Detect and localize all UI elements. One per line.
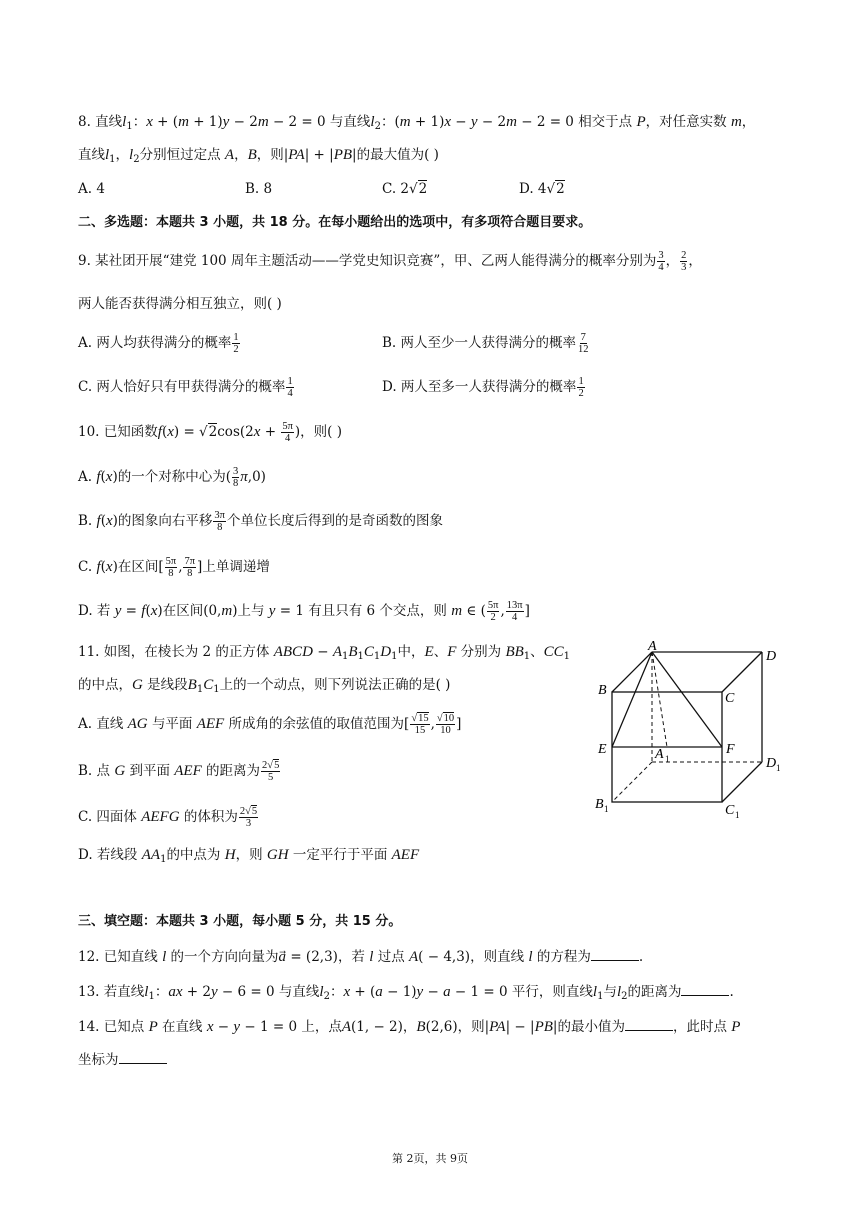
q11-option-b: B. 点 G 到平面 AEF 的距离为 $\frac{2√5}{5}$ (78, 760, 280, 783)
label-A: A (648, 639, 657, 654)
label-B1: B (595, 797, 604, 812)
q14-line1: 14. 已知点 P 在直线 x − y − 1 = 0 上，点A(1, − 2)，B(2,6)，则|PA| − |PB|的最小值为 ，此时点 P (78, 1016, 740, 1037)
q9-line2: 两人能否获得满分相互独立，则( ) (78, 296, 282, 312)
label-C1-sub: 1 (735, 810, 740, 820)
q8-option-a: A. 4 (78, 181, 105, 197)
label-F: F (726, 742, 735, 757)
section-3-heading: 三、填空题：本题共 3 小题，每小题 5 分，共 15 分。 (78, 914, 402, 929)
q10-option-d: D. 若 y = f(x)在区间(0,m)上与 y = 1 有且只有 6 个交点，则 m ∈ ( $\frac{5\pi}{2}$ , $\frac{13\pi}{4}$ ] (78, 600, 530, 623)
q14-answer-blank-1 (625, 1016, 673, 1031)
q13: 13. 若直线$l_1$：ax + 2y − 6 = 0 与直线$l_2$：x + (a − 1)y − a − 1 = 0 平行，则直线$l_1$与$l_2$的距离为 . (78, 981, 734, 1007)
label-B: B (598, 683, 607, 698)
label-E: E (598, 742, 607, 757)
q9-option-c: C. 两人恰好只有甲获得满分的概率 $\frac{1}{4}$ (78, 376, 293, 399)
edge-AE (612, 652, 652, 747)
label-C1: C (725, 803, 735, 818)
q12: 12. 已知直线 l 的一个方向向量为a⃗ = (2,3)，若 l 过点 A( − 4,3)，则直线 l 的方程为 . (78, 946, 643, 967)
q11-line2: 的中点，G 是线段$B_1C_1$上的一个动点，则下列说法正确的是( ) (78, 677, 451, 695)
edge-BA (612, 652, 652, 692)
q11-line1: 11. 如图，在棱长为 2 的正方体 ABCD − $A_1B_1C_1D_1$中，E、F 分别为 $BB_1$、$CC_1$ (78, 644, 571, 662)
label-D1: D (766, 756, 777, 771)
page-footer: 第 2页，共 9页 (392, 1152, 468, 1165)
q13-answer-blank (681, 981, 729, 996)
hidden-edge-AEF-center (652, 652, 667, 747)
edge-CD (722, 652, 762, 692)
q8-option-d: D. 4√2 (519, 181, 565, 197)
label-A1-sub: 1 (665, 754, 670, 764)
q9-option-d: D. 两人至多一人获得满分的概率 $\frac{1}{2}$ (382, 376, 584, 399)
label-C: C (725, 691, 735, 706)
label-A1: A (655, 747, 664, 762)
q10-option-b: B. f(x)的图象向右平移 $\frac{3\pi}{8}$ 个单位长度后得到的是奇函数的图象 (78, 510, 443, 533)
label-D1-sub: 1 (776, 763, 781, 773)
q12-answer-blank (591, 946, 639, 961)
q10-stem: 10. 已知函数f(x) = √2cos(2x + $\frac{5\pi}{4}$ )，则( ) (78, 421, 342, 444)
hidden-edge-A1B1 (612, 762, 652, 802)
q9-line1: 9. 某社团开展“建党 100 周年主题活动——学党史知识竞赛”，甲、乙两人能得满分的概率分别为 $\frac{3}{4}$ ， $\frac{2}{3}$ ， (78, 250, 702, 273)
q8-line1: 8. 直线$l_1$：x + (m + 1)y − 2m − 2 = 0 与直线$l_2$：(m + 1)x − y − 2m − 2 = 0 相交于点 P，对任意实数 m， (78, 114, 756, 132)
q10-option-a: A. f(x)的一个对称中心为( $\frac{3}{8}$ π,0) (78, 466, 266, 489)
q14-answer-blank-2 (119, 1049, 167, 1064)
q8-option-b: B. 8 (245, 181, 273, 197)
q14-line2: 坐标为 (78, 1049, 167, 1070)
edge-AF (652, 652, 722, 747)
section-2-heading: 二、多选题：本题共 3 小题，共 18 分。在每小题给出的选项中，有多项符合题目要求。 (78, 215, 592, 230)
q8-line2: 直线$l_1$，$l_2$分别恒过定点 A，B，则|PA| + |PB|的最大值为( ) (78, 147, 439, 165)
q11-option-a: A. 直线 AG 与平面 AEF 所成角的余弦值的取值范围为[ $\frac{√15}{15}$ , $\frac{√10}{10}$ ] (78, 713, 462, 736)
cube-figure (585, 638, 795, 828)
q9-option-b: B. 两人至少一人获得满分的概率 $\frac{7}{12}$ (382, 332, 589, 355)
label-D: D (766, 649, 777, 664)
q11-option-c: C. 四面体 AEFG 的体积为 $\frac{2√5}{3}$ (78, 806, 258, 829)
q10-option-c: C. f(x)在区间[ $\frac{5\pi}{8}$ , $\frac{7\pi}{8}$ ]上单调递增 (78, 556, 270, 579)
edge-C1D1 (722, 762, 762, 802)
q11-option-d: D. 若线段 $AA_1$的中点为 H，则 GH 一定平行于平面 AEF (78, 847, 420, 865)
q9-option-a: A. 两人均获得满分的概率 $\frac{1}{2}$ (78, 332, 239, 355)
q8-option-c: C. 2√2 (382, 181, 428, 197)
label-B1-sub: 1 (604, 804, 609, 814)
